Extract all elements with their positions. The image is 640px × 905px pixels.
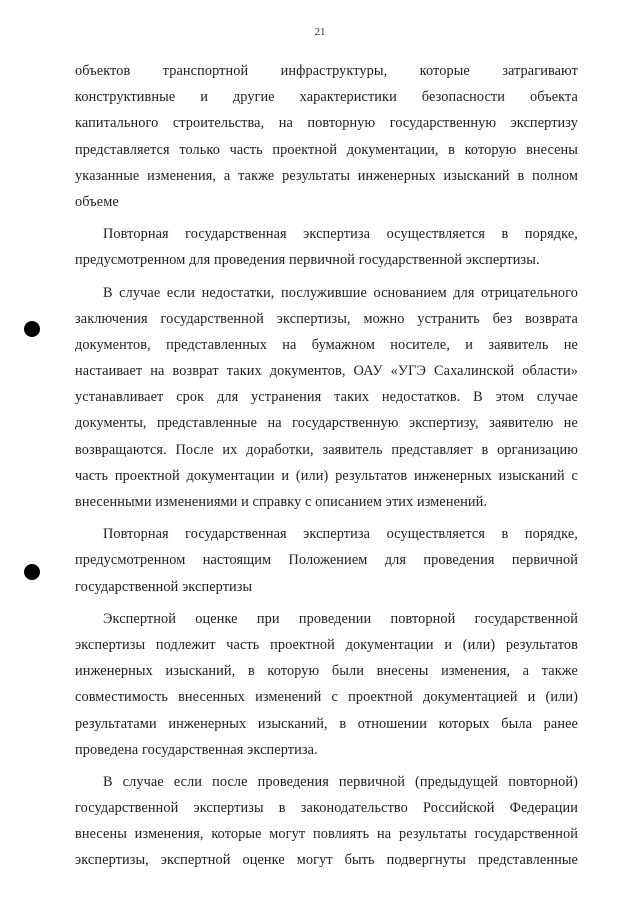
- text-line: устанавливает срок для устранения таких недостатков. В этом случае: [75, 389, 578, 406]
- text-line: представляется только часть проектной документации, в которую внесены: [75, 141, 578, 158]
- text-line: Повторная государственная экспертиза осуществляется в порядке,: [103, 526, 578, 543]
- paragraph: [75, 58, 578, 215]
- text-line: возвращаются. После их доработки, заявитель представляет в организацию: [75, 441, 578, 458]
- text-line: государственной экспертизы: [75, 578, 253, 595]
- text-line: Повторная государственная экспертиза осуществляется в порядке,: [103, 226, 578, 243]
- page-number: 21: [314, 26, 326, 38]
- paragraph: [75, 221, 578, 273]
- paragraph: [75, 280, 578, 516]
- paragraph: [75, 521, 578, 600]
- text-line: инженерных изысканий, в которую были внесены изменения, а также: [75, 663, 578, 680]
- punch-hole-mark: [24, 321, 40, 337]
- text-line: внесены изменения, которые могут повлиять на результаты государственной: [75, 826, 578, 843]
- text-line: экспертизы, экспертной оценке могут быть подвергнуты представленные: [75, 852, 578, 869]
- text-line: предусмотренном для проведения первичной государственной экспертизы.: [75, 252, 540, 269]
- paragraph: [75, 769, 578, 874]
- text-line: совместимость внесенных изменений с проектной документацией и (или): [75, 689, 578, 706]
- text-line: результатами инженерных изысканий, в отношении которых была ранее: [75, 715, 578, 732]
- text-line: В случае если недостатки, послужившие основанием для отрицательного: [103, 284, 578, 301]
- text-line: проведена государственная экспертиза.: [75, 741, 318, 758]
- text-line: указанные изменения, а также результаты инженерных изысканий в полном: [75, 167, 578, 184]
- text-line: конструктивные и другие характеристики безопасности объекта: [75, 89, 578, 106]
- text-line: документов, представленных на бумажном носителе, и заявитель не: [75, 336, 578, 353]
- punch-hole-mark: [24, 564, 40, 580]
- text-line: настаивает на возврат таких документов, ОАУ «УГЭ Сахалинской области»: [75, 363, 578, 380]
- document-body: [75, 58, 578, 874]
- text-line: государственной экспертизы в законодательство Российской Федерации: [75, 800, 578, 817]
- text-line: документы, представленные на государственную экспертизу, заявителю не: [75, 415, 578, 432]
- text-line: внесенными изменениями и справку с описанием этих изменений.: [75, 494, 487, 510]
- text-line: Экспертной оценке при проведении повторной государственной: [103, 610, 578, 627]
- text-line: объеме: [75, 193, 119, 210]
- paragraph: [75, 606, 578, 763]
- text-line: часть проектной документации и (или) результатов инженерных изысканий с: [75, 467, 578, 484]
- text-line: капитального строительства, на повторную государственную экспертизу: [75, 115, 578, 132]
- text-line: предусмотренном настоящим Положением для проведения первичной: [75, 552, 578, 569]
- text-line: экспертизы подлежит часть проектной документации и (или) результатов: [75, 636, 578, 653]
- text-line: В случае если после проведения первичной (предыдущей повторной): [103, 773, 578, 790]
- text-line: заключения государственной экспертизы, можно устранить без возврата: [75, 310, 578, 327]
- text-line: объектов транспортной инфраструктуры, которые затрагивают: [75, 63, 578, 79]
